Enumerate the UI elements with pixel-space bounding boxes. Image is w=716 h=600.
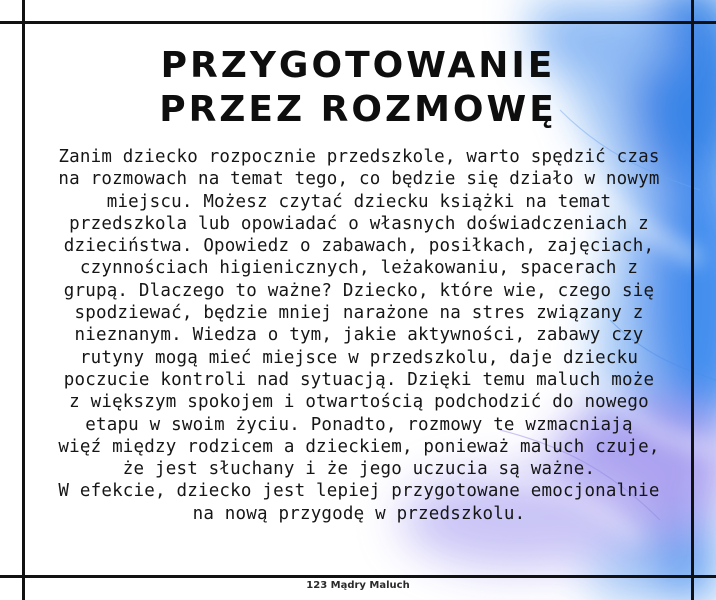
paragraph-line: przedszkola lub opowiadać o własnych doświadczeniach z xyxy=(69,213,649,234)
paragraph-line: Zanim dziecko rozpocznie przedszkole, warto spędzić czas xyxy=(58,147,660,167)
paragraph-line: etapu w swoim życiu. Ponadto, rozmowy te wzmacniają xyxy=(85,414,633,435)
title-line-1: PRZYGOTOWANIE xyxy=(160,45,556,86)
footer-brand: 123 Mądry Maluch xyxy=(306,580,410,591)
paragraph-line: miejscu. Możesz czytać dziecku książki na temat xyxy=(106,191,612,212)
paragraph-line: więź między rodzicem a dzieckiem, ponieważ maluch czuje, xyxy=(58,436,660,457)
paragraph-line: dzieciństwa. Opowiedz o zabawach, posiłkach, zajęciach, xyxy=(63,236,655,257)
paragraph-line: że jest słuchany i że jego uczucia są ważne. xyxy=(122,459,596,480)
paragraph-line: z większym spokojem i otwartością podchodzić do nowego xyxy=(69,392,649,413)
paragraph-line: grupą. Dlaczego to ważne? Dziecko, które wie, czego się xyxy=(63,280,655,301)
paragraph-line: na rozmowach na temat tego, co będzie się działo w nowym xyxy=(58,169,660,190)
page-title xyxy=(22,44,694,132)
paragraph-line: czynnościach higienicznych, leżakowaniu, spacerach z xyxy=(79,258,639,279)
paragraph-line: spodziewać, będzie mniej narażone na stres związany z xyxy=(74,303,644,324)
frame-bottom-line xyxy=(0,575,716,578)
frame-top-line xyxy=(0,21,716,24)
paragraph-line: rutyny mogą mieć miejsce w przedszkolu, daje dziecku xyxy=(79,347,639,368)
paragraph-line: na nową przygodę w przedszkolu. xyxy=(192,503,526,524)
paragraph-line: poczucie kontroli nad sytuacją. Dzięki temu maluch może xyxy=(63,369,655,390)
title-line-2: PRZEZ ROZMOWĘ xyxy=(159,89,557,130)
paragraph-line: nieznanym. Wiedza o tym, jakie aktywności, zabawy czy xyxy=(74,325,644,346)
paragraph-line: W efekcie, dziecko jest lepiej przygotowane emocjonalnie xyxy=(58,481,660,502)
article-paragraph xyxy=(24,146,694,525)
